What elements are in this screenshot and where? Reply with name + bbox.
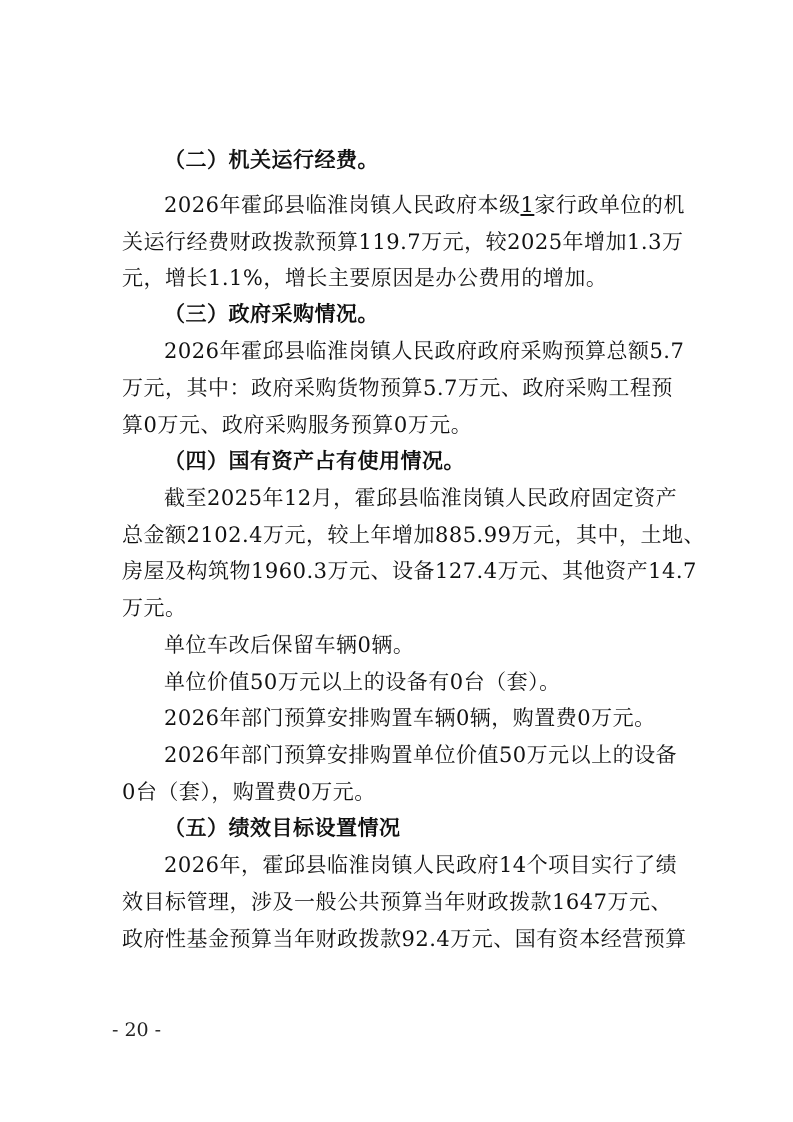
section-heading-performance-goals: （五）绩效目标设置情况 [164, 815, 401, 840]
paragraph-line: 算0万元、政府采购服务预算0万元。 [122, 413, 473, 437]
paragraph-line: 关运行经费财政拨款预算119.7万元，较2025年增加1.3万 [122, 230, 684, 254]
page-number: - 20 - [112, 1019, 162, 1041]
paragraph-line: 2026年霍邱县临淮岗镇人民政府政府采购预算总额5.7 [164, 339, 685, 363]
paragraph-line: 总金额2102.4万元，较上年增加885.99万元，其中，土地、 [122, 523, 705, 547]
paragraph-line: 万元，其中：政府采购货物预算5.7万元、政府采购工程预 [122, 376, 673, 400]
paragraph-line: 2026年部门预算安排购置单位价值50万元以上的设备 [164, 743, 678, 767]
paragraph-line: 效目标管理，涉及一般公共预算当年财政拨款1647万元、 [122, 890, 672, 914]
paragraph-line: 2026年，霍邱县临淮岗镇人民政府14个项目实行了绩 [164, 853, 678, 877]
text-segment: 2026年霍邱县临淮岗镇人民政府本级 [164, 193, 521, 217]
paragraph-line: 元，增长1.1%，增长主要原因是办公费用的增加。 [122, 266, 608, 290]
paragraph-line [164, 191, 724, 219]
section-heading-procurement: （三）政府采购情况。 [164, 301, 379, 326]
section-heading-operating-expenses: （二）机关运行经费。 [164, 147, 379, 172]
section-heading-state-assets: （四）国有资产占有使用情况。 [164, 448, 465, 473]
paragraph-line: 2026年部门预算安排购置车辆0辆，购置费0万元。 [164, 706, 656, 730]
text-segment: 家行政单位的机 [534, 193, 685, 217]
paragraph-line: 单位车改后保留车辆0辆。 [164, 633, 415, 657]
paragraph-line: 单位价值50万元以上的设备有0台（套）。 [164, 670, 561, 694]
underlined-number: 1 [520, 193, 535, 217]
paragraph-line: 万元。 [122, 596, 187, 620]
paragraph-line: 0台（套），购置费0万元。 [122, 780, 376, 804]
paragraph-line: 截至2025年12月，霍邱县临淮岗镇人民政府固定资产 [164, 486, 678, 510]
paragraph-line: 政府性基金预算当年财政拨款92.4万元、国有资本经营预算 [122, 927, 687, 951]
paragraph-line: 房屋及构筑物1960.3万元、设备127.4万元、其他资产14.7 [122, 559, 697, 583]
